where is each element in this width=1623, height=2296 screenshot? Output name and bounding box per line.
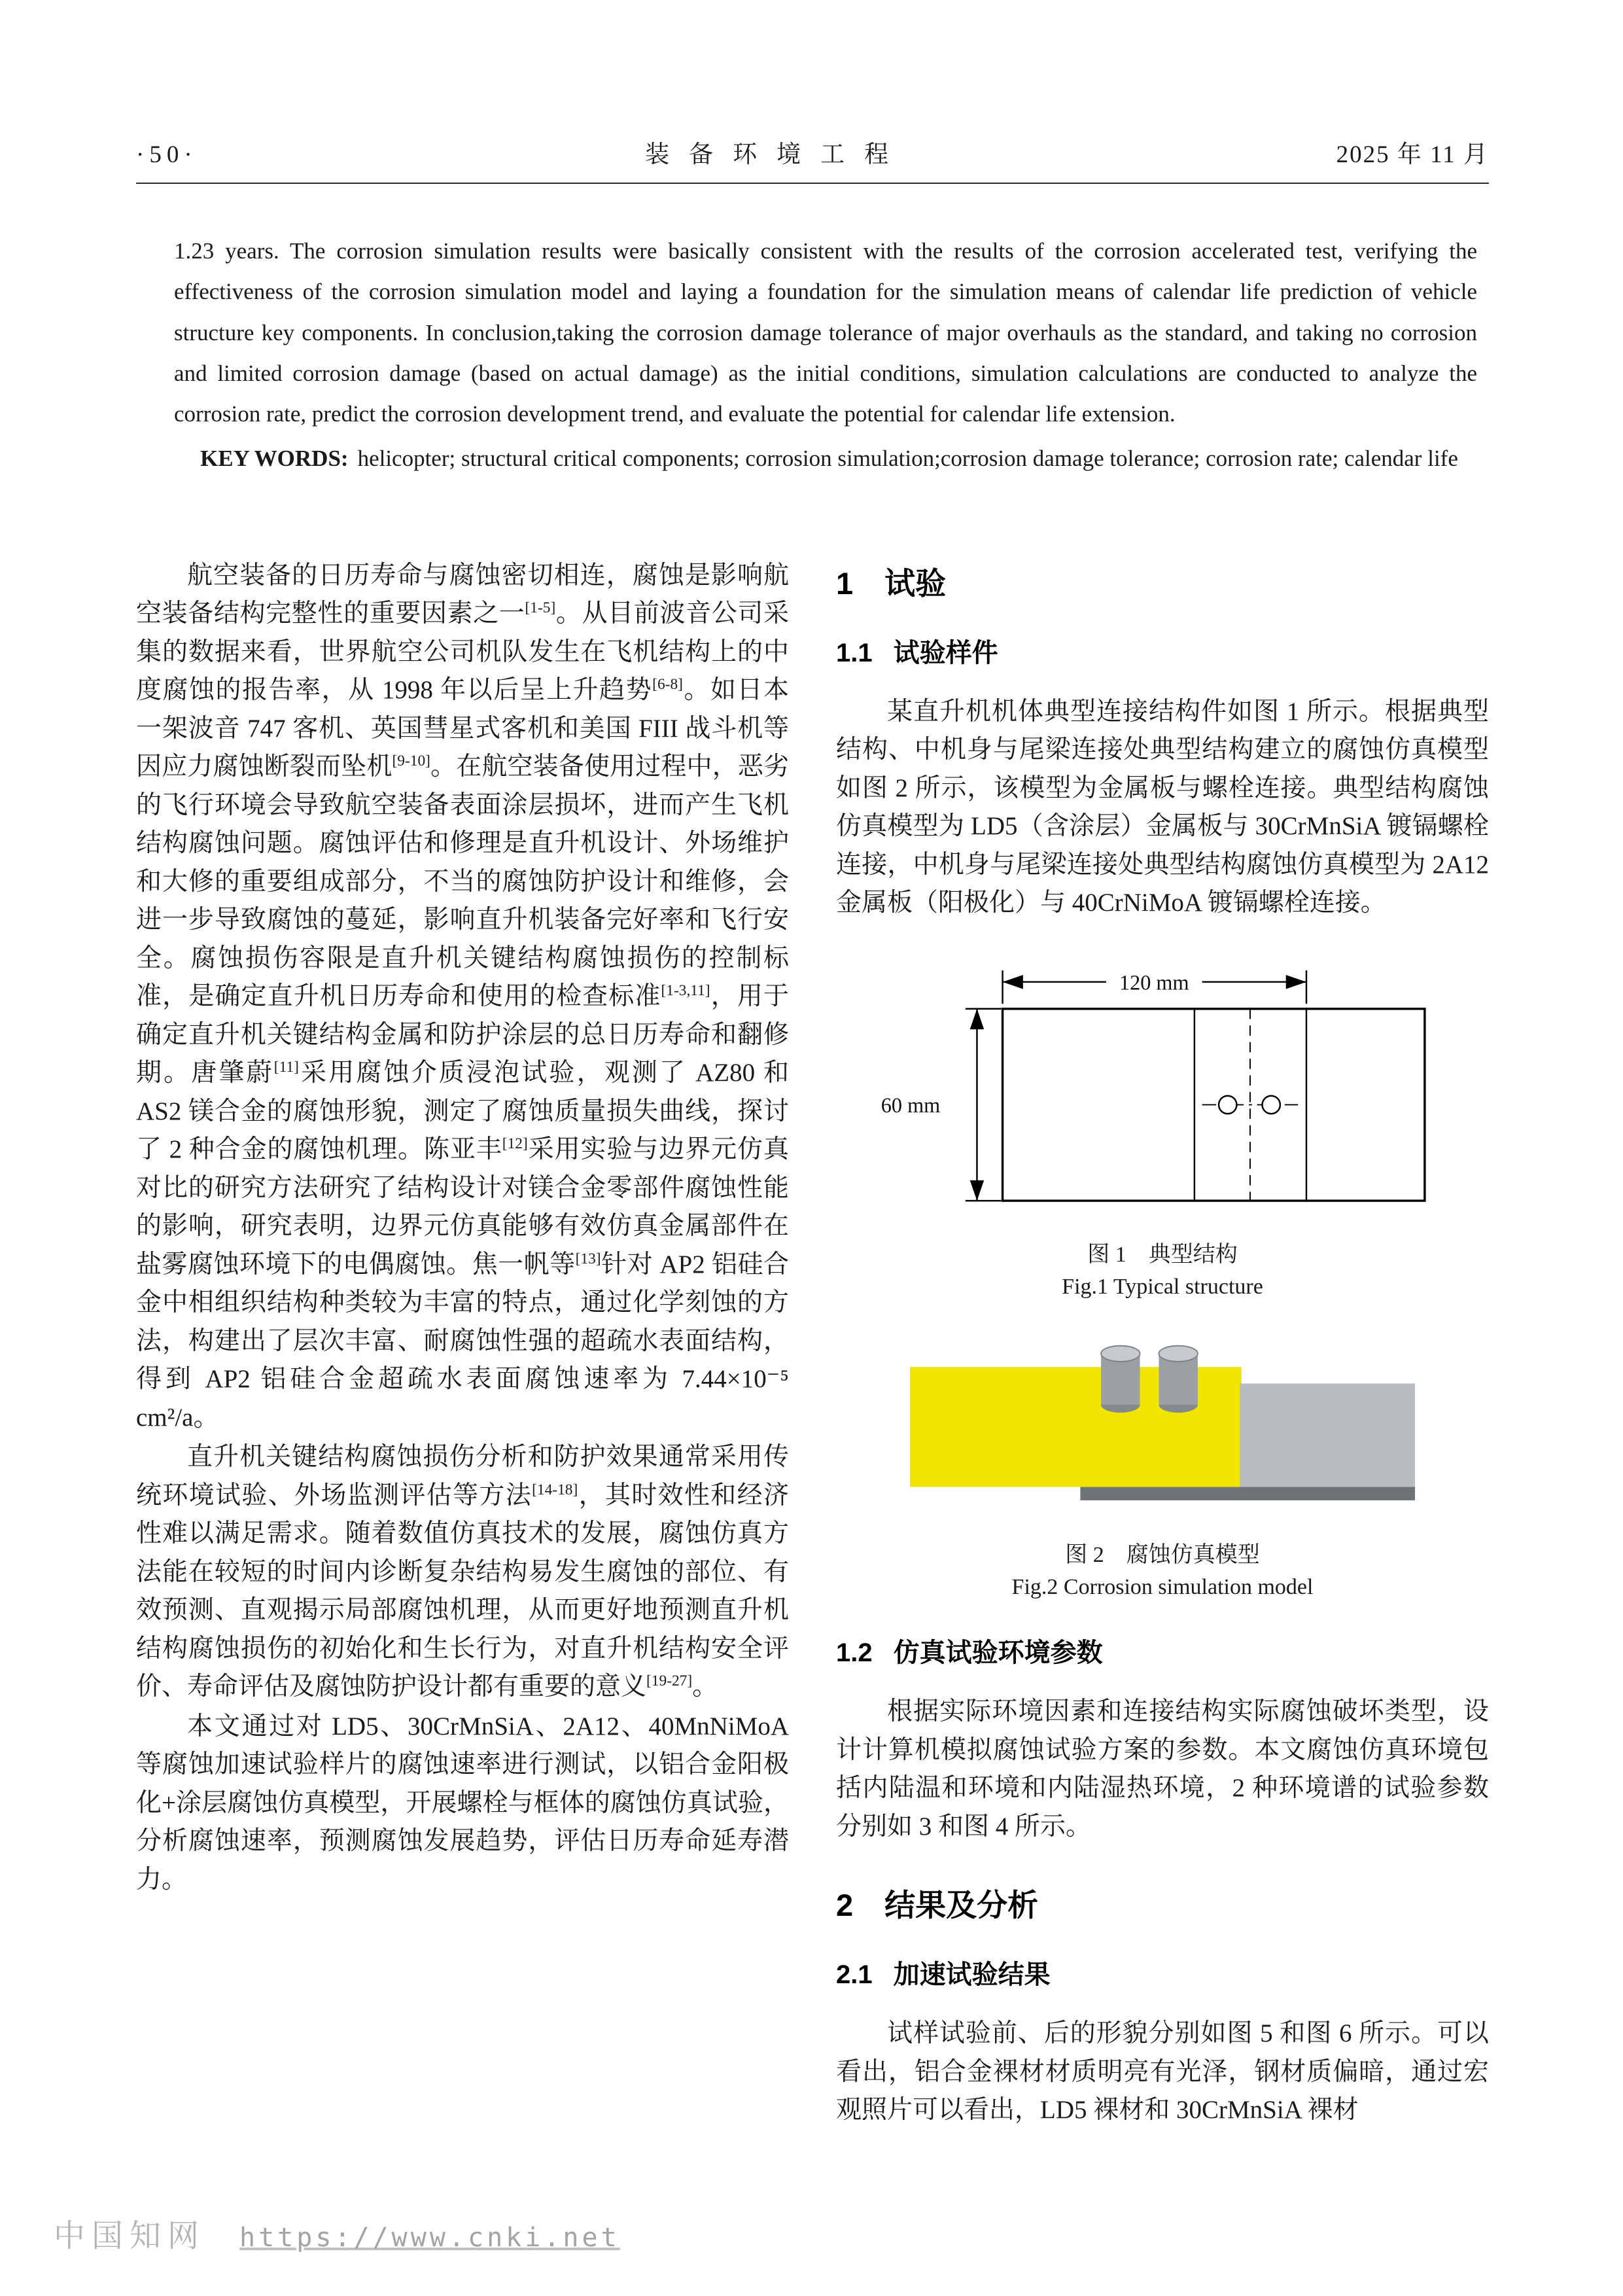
figure-2 xyxy=(836,1326,1489,1530)
arrowhead-left xyxy=(1003,975,1023,989)
bolt-top xyxy=(1159,1345,1198,1361)
arrowhead-right xyxy=(1286,975,1306,989)
section-number: 1.2 xyxy=(836,1638,873,1668)
body-paragraph: 航空装备的日历寿命与腐蚀密切相连，腐蚀是影响航空装备结构完整性的重要因素之一[1-5]。从目前波音公司采集的数据来看，世界航空公司机队发生在飞机结构上的中度腐蚀的报告率，从 1998 年以后呈上升趋势[6-8]。如日本一架波音 747 客机、英国彗星式客机和美国 FIII 战斗机等因应力腐蚀断裂而坠机[9-10]。在航空装备使用过程中，恶劣的飞行环境会导致航空装备表面涂层损坏，进而产生飞机结构腐蚀问题。腐蚀评估和修理是直升机设计、外场维护和大修的重要组成部分，不当的腐蚀防护设计和维修，会进一步导致腐蚀的蔓延，影响直升机装备完好率和飞行安全。腐蚀损伤容限是直升机关键结构腐蚀损伤的控制标准，是确定直升机日历寿命和使用的检查标准[1-3,11]，用于确定直升机关键结构金属和防护涂层的总日历寿命和翻修期。唐肇蔚[11]采用腐蚀介质浸泡试验，观测了 AZ80 和 AS2 镁合金的腐蚀形貌，测定了腐蚀质量损失曲线，探讨了 2 种合金的腐蚀机理。陈亚丰[12]采用实验与边界元仿真对比的研究方法研究了结构设计对镁合金零部件腐蚀性能的影响，研究表明，边界元仿真能够有效仿真金属部件在盐雾腐蚀环境下的电偶腐蚀。焦一帆等[13]针对 AP2 铝硅合金中相组织结构种类较为丰富的特点，通过化学刻蚀的方法，构建出了层次丰富、耐腐蚀性强的超疏水表面结构，得到 AP2 铝硅合金超疏水表面腐蚀速率为 7.44×10⁻⁵ cm²/a。 xyxy=(136,561,789,1432)
section-title: 试验样件 xyxy=(893,638,998,667)
fig2-caption-en: Fig.2 Corrosion simulation model xyxy=(1011,1574,1314,1599)
gray-plate xyxy=(1240,1383,1415,1487)
page-header xyxy=(136,134,1489,184)
section-title: 加速试验结果 xyxy=(893,1960,1051,1990)
keywords-text: helicopter; structural critical components; corrosion simulation;corrosion damage tolerance; corrosion rate; calendar life xyxy=(357,446,1458,472)
section-number: 2.1 xyxy=(836,1960,873,1990)
journal-title: 装备环境工程 xyxy=(645,141,909,168)
section-heading-1 xyxy=(836,559,1489,603)
fig1-technical-drawing xyxy=(875,945,1450,1226)
section-heading-1-2 xyxy=(836,1632,1489,1669)
right-column xyxy=(836,557,1489,2130)
abstract-text: 1.23 years. The corrosion simulation results were basically consistent with the results of the corrosion accelerated test, verifying the effectiveness of the corrosion simulation model and laying a foundation for the simulation means of calendar life prediction of vehicle structure key components. In conclusion,taking the corrosion damage tolerance of major overhauls as the standard, and taking no corrosion and limited corrosion damage (based on actual damage) as the initial conditions, simulation calculations are conducted to analyze the corrosion rate, predict the corrosion development trend, and evaluate the potential for calendar life extension. xyxy=(174,238,1477,427)
body-paragraph: 试样试验前、后的形貌分别如图 5 和图 6 所示。可以看出，铝合金裸材材质明亮有光泽，钢材质偏暗，通过宏观照片可以看出，LD5 裸材和 30CrMnSiA 裸材 xyxy=(836,2019,1489,2125)
section-title: 试验 xyxy=(884,565,947,601)
cnki-url-link[interactable]: https://www.cnki.net xyxy=(239,2223,620,2253)
section-heading-1-1 xyxy=(836,632,1489,669)
cnki-watermark xyxy=(54,2210,620,2255)
section-title: 结果及分析 xyxy=(884,1888,1039,1923)
figure-1 xyxy=(836,945,1489,1229)
section-number: 1.1 xyxy=(836,638,873,667)
dimension-width-label: 120 mm xyxy=(1119,970,1189,995)
section-title: 仿真试验环境参数 xyxy=(893,1638,1103,1668)
bolt-top xyxy=(1101,1345,1140,1361)
keywords-label: KEY WORDS: xyxy=(200,446,349,472)
body-columns xyxy=(136,557,1489,2130)
abstract-block xyxy=(136,231,1489,480)
body-paragraph: 直升机关键结构腐蚀损伤分析和防护效果通常采用传统环境试验、外场监测评估等方法[14-18]，其时效性和经济性难以满足需求。随着数值仿真技术的发展，腐蚀仿真方法能在较短的时间内诊断复杂结构易发生腐蚀的部位、有效预测、直观揭示局部腐蚀机理，从而更好地预测直升机结构腐蚀损伤的初始化和生长行为，对直升机结构安全评价、寿命评估及腐蚀防护设计都有重要的意义[19-27]。 xyxy=(136,1443,789,1701)
arrowhead-down xyxy=(970,1180,985,1201)
section-heading-2 xyxy=(836,1881,1489,1925)
dark-base-plate xyxy=(1080,1487,1415,1500)
section-number: 1 xyxy=(836,565,854,601)
fig1-caption-cn: 图 1 典型结构 xyxy=(1087,1243,1238,1267)
bolt-hole xyxy=(1219,1096,1236,1114)
issue-date: 2025 年 11 月 xyxy=(1336,141,1489,168)
fig2-model-rendering xyxy=(901,1326,1424,1527)
arrowhead-up xyxy=(970,1009,985,1029)
page-number: ·50· xyxy=(136,141,198,168)
fig1-caption-en: Fig.1 Typical structure xyxy=(1062,1275,1263,1299)
fig2-caption-cn: 图 2 腐蚀仿真模型 xyxy=(1065,1542,1260,1567)
body-paragraph: 本文通过对 LD5、30CrMnSiA、2A12、40MnNiMoA 等腐蚀加速试验样片的腐蚀速率进行测试，以铝合金阳极化+涂层腐蚀仿真模型，开展螺栓与框体的腐蚀仿真试验，分析腐蚀速率，预测腐蚀发展趋势，评估日历寿命延寿潜力。 xyxy=(136,1712,789,1894)
body-paragraph: 根据实际环境因素和连接结构实际腐蚀破坏类型，设计计算机模拟腐蚀试验方案的参数。本文腐蚀仿真环境包括内陆温和环境和内陆湿热环境，2 种环境谱的试验参数分别如 3 和图 4 所示。 xyxy=(836,1697,1489,1841)
keywords-line xyxy=(174,438,1477,479)
cnki-brand-text: 中国知网 xyxy=(54,2219,206,2253)
bolt-hole xyxy=(1263,1096,1280,1114)
left-column xyxy=(136,557,789,2130)
dimension-height-label: 60 mm xyxy=(881,1093,941,1117)
section-number: 2 xyxy=(836,1888,854,1923)
body-paragraph: 某直升机机体典型连接结构件如图 1 所示。根据典型结构、中机身与尾梁连接处典型结构建立的腐蚀仿真模型如图 2 所示，该模型为金属板与螺栓连接。典型结构腐蚀仿真模型为 LD5（含涂层）金属板与 30CrMnSiA 镀镉螺栓连接，中机身与尾梁连接处典型结构腐蚀仿真模型为 2A12 金属板（阳极化）与 40CrNiMoA 镀镉螺栓连接。 xyxy=(836,697,1489,917)
section-heading-2-1 xyxy=(836,1954,1489,1991)
